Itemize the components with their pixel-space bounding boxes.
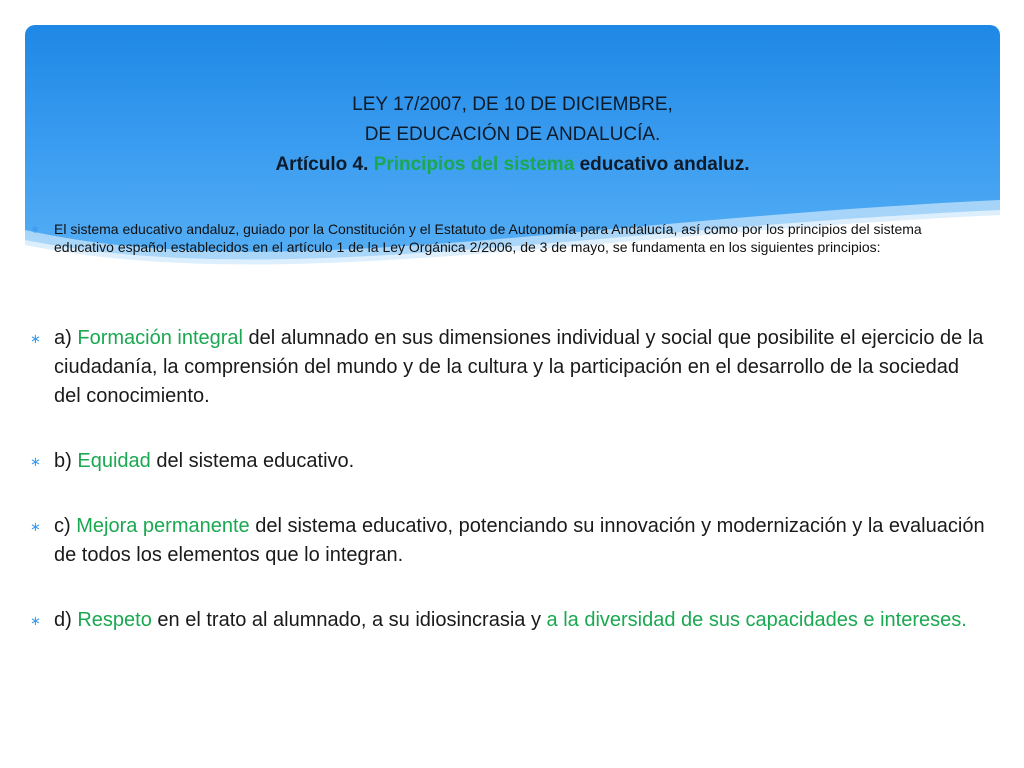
- bullet-icon: ∗: [30, 613, 41, 628]
- principle-highlight: Respeto: [77, 609, 152, 631]
- principle-letter: c): [54, 515, 71, 537]
- principle-d: [30, 606, 990, 635]
- principle-b: [30, 447, 990, 476]
- article-topic: Principios del sistema: [373, 154, 575, 175]
- article-topic-end: educativo andaluz.: [579, 154, 750, 175]
- bullet-icon: ∗: [30, 331, 41, 346]
- principles-list: [30, 324, 990, 671]
- article-number: Artículo 4.: [275, 154, 369, 175]
- title-line-2: DE EDUCACIÓN DE ANDALUCÍA.: [364, 124, 661, 145]
- intro-paragraph: [30, 220, 960, 256]
- principle-highlight: Equidad: [77, 450, 151, 472]
- title-line-3: [25, 150, 1000, 180]
- title-line-1: LEY 17/2007, DE 10 DE DICIEMBRE,: [352, 94, 673, 115]
- principle-rest: en el trato al alumnado, a su idiosincrasia y: [157, 609, 541, 631]
- principle-highlight: Formación integral: [77, 327, 243, 349]
- principle-text: [54, 606, 967, 635]
- principle-rest: del alumnado en sus dimensiones individual y social que posibilite el ejercicio de la ciudadanía, la comprensión del mundo y de la cultura y la participación en el desarrollo de la sociedad del conocimiento.: [54, 327, 984, 407]
- principle-c: [30, 512, 990, 570]
- principle-text: [54, 447, 354, 476]
- principle-rest: del sistema educativo.: [156, 450, 355, 472]
- bullet-icon: ∗: [30, 454, 41, 469]
- slide-title: [25, 90, 1000, 180]
- principle-text: [54, 324, 990, 411]
- principle-highlight-2: a la diversidad de sus capacidades e intereses.: [546, 609, 967, 631]
- principle-letter: d): [54, 609, 72, 631]
- principle-letter: b): [54, 450, 72, 472]
- principle-text: [54, 512, 990, 570]
- bullet-icon: ∗: [30, 222, 41, 236]
- principle-letter: a): [54, 327, 72, 349]
- bullet-icon: ∗: [30, 519, 41, 534]
- principle-highlight: Mejora permanente: [76, 515, 250, 537]
- principle-a: [30, 324, 990, 411]
- intro-text: El sistema educativo andaluz, guiado por la Constitución y el Estatuto de Autonomía para Andalucía, así como por los principios del sistema educativo español establecidos en el artículo 1 de la Ley Orgánica 2/2006, de 3 de mayo, se fundamenta en los siguientes principios:: [54, 221, 922, 255]
- principle-rest: del sistema educativo, potenciando su innovación y modernización y la evaluación de todos los elementos que lo integran.: [54, 515, 985, 566]
